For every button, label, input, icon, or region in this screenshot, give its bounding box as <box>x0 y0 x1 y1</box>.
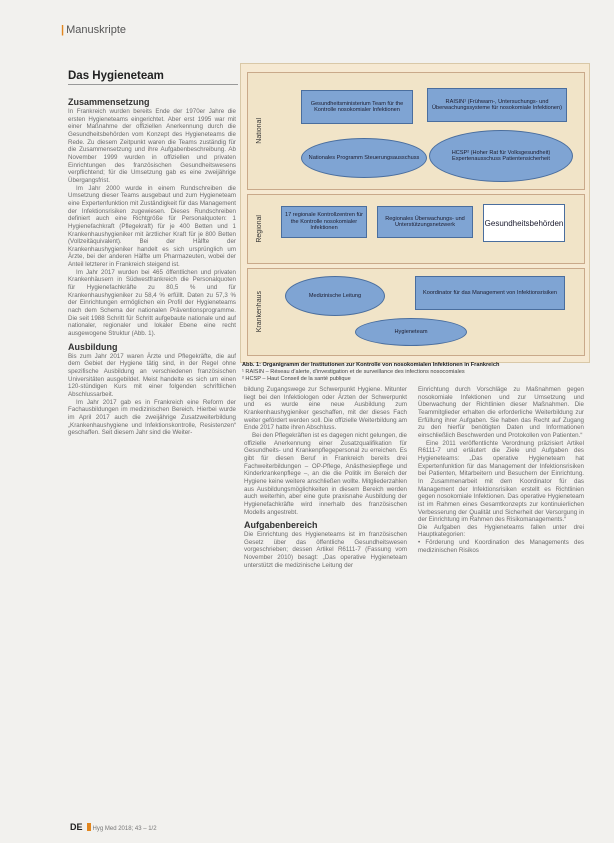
page-footer <box>70 822 157 832</box>
title-rule <box>68 84 238 85</box>
box-national-team: Gesundheitsministerium Team für the Kontrolle nosokomialer Infektionen <box>301 90 413 124</box>
organization-chart <box>240 63 590 363</box>
box-national-program: Nationales Programm Steuerungsausschuss <box>301 138 427 178</box>
band-label-regional: Regional <box>255 215 263 243</box>
text-column-1 <box>68 96 236 812</box>
paragraph: Die Einrichtung des Hygieneteams ist im französischen Gesetz über das öffentliche Gesundheitswesen vorgeschrieben; dessen Artikel R6111-7 (Fassung vom November 2010) besagt: „Das operative Hygieneteam unterstützt die medizinische Leitung der <box>244 531 407 569</box>
heading-ausbildung: Ausbildung <box>68 341 118 352</box>
box-raisin: RAISIN¹ (Frühwarn-, Untersuchungs- und Überwachungssysteme für nosokomiale Infektionen) <box>427 88 567 122</box>
paragraph: Bis zum Jahr 2017 waren Ärzte und Pflegekräfte, die auf dem Gebiet der Hygiene tätig sind, in der Regel ohne spezifische Ausbildung an verschiedenen französischen Universitäten ausgebildet. Meist handelte es sich um einen 120-stündigen Kurs mit einer folgenden schriftlichen Abschlussarbeit. <box>68 352 236 398</box>
paragraph: Im Jahr 2017 wurden bei 465 öffentlichen und privaten Krankenhäusern in Südwestfrankreich die Personalquoten für Hygienefachkräfte zu 80,5 % und für Krankenhaushygieniker zu 58,4 % erfüllt. Daten zu 57,3 % der Einrichtungen ermöglichen ein Profil der Hygieneteams nach dem Schema der nationalen Präventionsprogramme. Die seit 1988 Schritt für Schritt aufgebaute nationale und auf nationaler, regionaler und lokaler Ebene eine recht ausgewogene Struktur (Abb. 1). <box>68 268 236 338</box>
band-label-national: National <box>255 118 263 144</box>
heading-zusammensetzung: Zusammensetzung <box>68 97 150 107</box>
paragraph: Bei den Pflegekräften ist es dagegen nicht gelungen, die offizielle Anerkennung einer Zusatzqualifikation für Gesundheits- und Krankenpflegepersonal zu erreichen. Es gibt für diesen Beruf in Frankreich bereits drei Fachweiterbildungen – OP-Pflege, Anästhesiepflege und Kinderkrankenpflege –, an die die Politik im Bereich der Hygiene keine weitere anschließen wollte. Mitgliederzahlen aus Ausbildungsmöglichkeiten in diesem Bereich werden auch weiterhin, aber eine gute praxisnahe Ausbildung der Hygienefachkräfte wird innerhalb des französischen Modells angestrebt. <box>244 431 407 516</box>
box-regional-centers: 17 regionale Kontrollzentren für the Kontrolle nosokomialer Infektionen <box>281 206 367 238</box>
paragraph: Die Aufgaben des Hygieneteams fallen unter drei Hauptkategorien: <box>418 523 584 539</box>
box-health-authorities: Gesundheitsbehörden <box>483 204 565 242</box>
bullet-item: • Förderung und Koordination des Managements des medizinischen Risikos <box>418 539 584 554</box>
box-medical-board: Medizinische Leitung <box>285 276 385 316</box>
paragraph: bildung Zugangswege zur Schwerpunkt Hygiene. Mitunter liegt bei den Infektiologen oder Ärzten der Schwerpunkt und es wurde eine neue Ausbildung zum Krankenhaushygieniker geschaffen, mit der dieses Fach weiter gefördert werden soll. Die offizielle Weiterbildung am Ende 2017 hatte ihren Abschluss. <box>244 386 407 432</box>
paragraph: Im Jahr 2017 gab es in Frankreich eine Reform der Fachausbildungen im medizinischen Bereich. Hierbei wurde im April 2017 auch die zweijährige Zusatzweiterbildung „Krankenhaushygiene und Infektionskontrolle, Resistenzen“ geschaffen. Seit diesem Jahr sind die Weiter- <box>68 398 236 437</box>
footer-citation: Hyg Med 2018; 43 – 1/2 <box>92 826 157 832</box>
box-coordinator: Koordinator für das Management von Infektionsrisiken <box>415 276 565 310</box>
paragraph: Eine 2011 veröffentlichte Verordnung präzisiert Artikel R6111-7 und erläutert die Ziele und Aufgaben des Hygieneteams: „Das operative Hygieneteam hat Expertenfunktion für das Management der Infektionsrisiken bei Patienten, Mitarbeitern und Besuchern der Einrichtung. In Zusammenarbeit mit dem Koordinator für das Management der Infektionsrisiken erstellt es Richtlinien gegen nosokomiale Infektionen. Das operative Hygieneteam ist im Rahmen eines Gesamtkonzepts zur kontinuierlichen Verbesserung der Qualität und Sicherheit der Versorgung in der Einrichtung im Rahmen des Risikomanagements.“ <box>418 439 584 524</box>
box-regional-network: Regionales Überwachungs- und Unterstützungsnetzwerk <box>377 206 473 238</box>
caption-note-1: ¹ RAISIN – Réseau d’alerte, d’investigation et de surveillance des infections nosocomiales <box>242 368 465 375</box>
paragraph: Einrichtung durch Vorschläge zu Maßnahmen gegen nosokomiale Infektionen und zur Umsetzung und Überwachung der Richtlinien dieser Maßnahmen. Die Teammitglieder erhalten die erforderliche Weiterbildung zur Erfüllung ihrer Aufgaben. Sie haben das Recht auf Zugang zu den hierfür benötigten Daten und Informationen einschließlich Beschwerden und Protokollen von Patienten.“ <box>418 386 584 439</box>
accent-bar <box>87 823 91 831</box>
text-column-3 <box>418 386 584 812</box>
paragraph: In Frankreich wurden bereits Ende der 1970er Jahre die ersten Hygieneteams eingerichtet. Aber erst 1995 war mit einer Maßnahme der offiziellen Anerkennung durch die Gesundheitsbehörden vom Konzept des Hygieneteams die Rede. Zu diesem Zeitpunkt waren die Teams zuständig für die Zusammensetzung und ihre Aufgabenbeschreibung. Ab November 1999 wurden in offiziellen und privaten Einrichtungen des französischen Gesundheitswesens verpflichtend; für die Umsetzung gab es eine zweijährige Übergangsfrist. <box>68 108 236 184</box>
text-column-2 <box>244 386 407 812</box>
caption-note-2: ² HCSP – Haut Conseil de la santé publique <box>242 375 351 382</box>
section-header: | Manuskripte <box>61 24 126 36</box>
paragraph: Im Jahr 2000 wurde in einem Rundschreiben die Umsetzung dieser Teams ausgebaut und zum Hygieneteam eine Expertenfunktion mit Zuständigkeit für das Management der Infektionsrisiken zugewiesen. Dieses Rundschreiben definiert auch eine Richtgröße für Personalquoten: 1 Hygienefachkraft (Pflegekraft) für je 400 Betten und 1 Krankenhaushygieniker mit ärztlicher Kraft für je 800 Betten (Vollzeitäquivalent). Bei der Hälfte der Krankenhaushygieniker handelt es sich ursprünglich um Ärzte, bei der anderen Hälfte um Pharmazeuten, wobei der Anteil letzterer in Frankreich steigend ist. <box>68 184 236 269</box>
band-label-hospital: Krankenhaus <box>255 291 263 333</box>
section-label: Manuskripte <box>66 24 126 36</box>
caption-text: Organigramm der Institutionen zur Kontrolle von nosokomialen Infektionen in Frankreich <box>262 362 500 368</box>
figure-caption <box>242 362 587 382</box>
box-hcsp: HCSP² (Hoher Rat für Volksgesundheit) Expertenausschuss Patientensicherheit <box>429 130 573 182</box>
journal-logo: DE <box>70 822 83 832</box>
caption-label: Abb. 1: <box>242 362 261 368</box>
heading-aufgabenbereich: Aufgabenbereich <box>244 520 318 531</box>
article-title: Das Hygieneteam <box>68 70 164 82</box>
box-hygiene-team: Hygieneteam <box>355 318 467 346</box>
